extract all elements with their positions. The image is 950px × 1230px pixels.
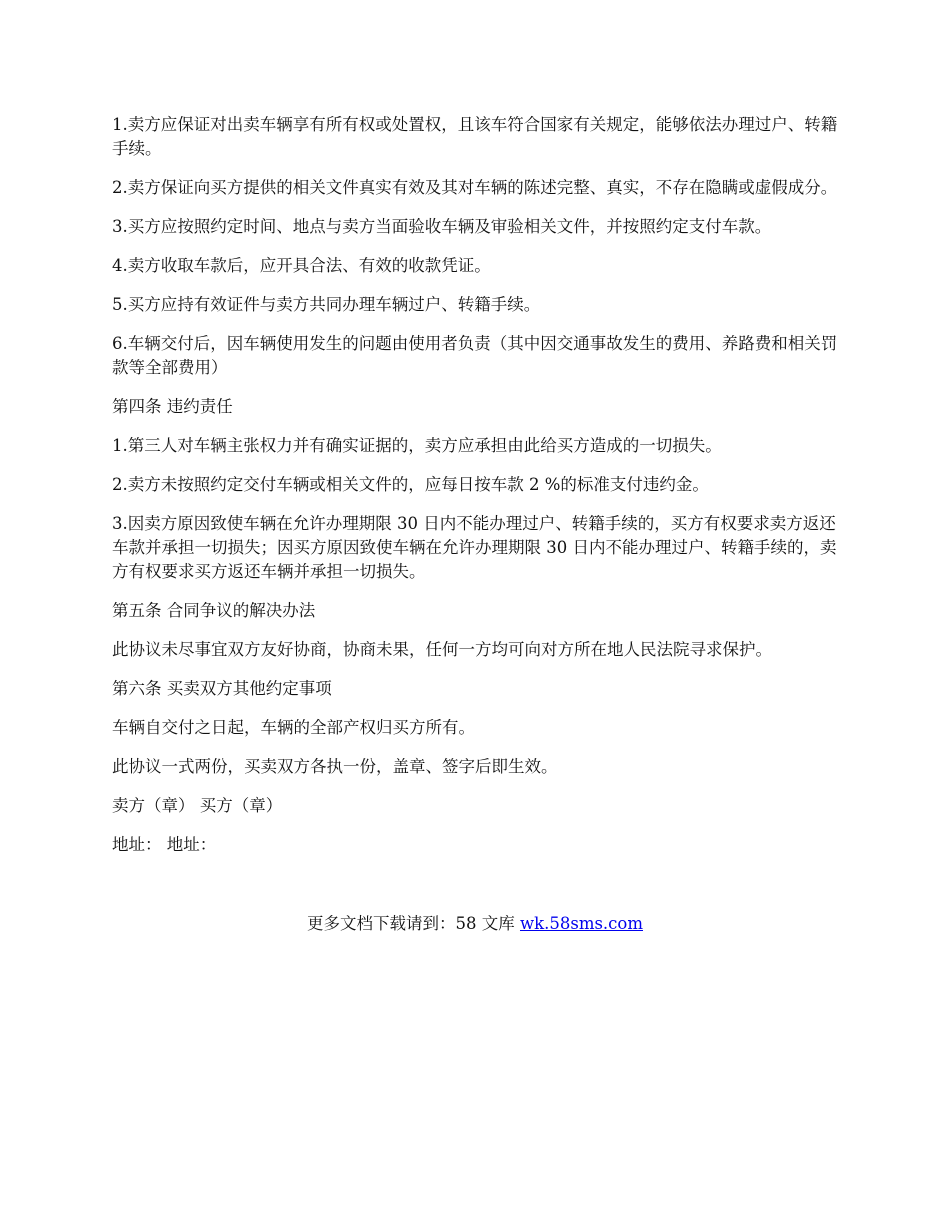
footer-download-note (0, 912, 950, 936)
clause-4: 4.卖方收取车款后，应开具合法、有效的收款凭证。 (112, 256, 491, 275)
section-heading-5: 第五条 合同争议的解决办法 (112, 601, 316, 620)
clause-5: 5.买方应持有效证件与卖方共同办理车辆过户、转籍手续。 (112, 295, 541, 314)
document-body (112, 113, 847, 872)
breach-clause-2: 2.卖方未按照约定交付车辆或相关文件的，应每日按车款 2 %的标准支付违约金。 (112, 475, 709, 494)
signature-line: 卖方（章） 买方（章） (112, 796, 283, 815)
breach-clause-3: 3.因卖方原因致使车辆在允许办理期限 30 日内不能办理过户、转籍手续的，买方有权要求卖方返还车款并承担一切损失；因买方原因致使车辆在允许办理期限 30 日内不能办理过户、转籍手续的，卖方有权要求买方返还车辆并承担一切损失。 (112, 514, 837, 581)
footer-link[interactable]: wk.58sms.com (519, 914, 643, 933)
clause-6: 6.车辆交付后，因车辆使用发生的问题由使用者负责（其中因交通事故发生的费用、养路费和相关罚款等全部费用） (112, 334, 838, 377)
clause-1: 1.卖方应保证对出卖车辆享有所有权或处置权，且该车符合国家有关规定，能够依法办理过户、转籍手续。 (112, 115, 838, 158)
clause-2: 2.卖方保证向买方提供的相关文件真实有效及其对车辆的陈述完整、真实，不存在隐瞒或虚假成分。 (112, 178, 838, 197)
clause-3: 3.买方应按照约定时间、地点与卖方当面验收车辆及审验相关文件，并按照约定支付车款。 (112, 217, 772, 236)
address-line: 地址： 地址： (112, 835, 217, 854)
ownership-paragraph: 车辆自交付之日起，车辆的全部产权归买方所有。 (112, 718, 475, 737)
section-heading-6: 第六条 买卖双方其他约定事项 (112, 679, 332, 698)
footer-prefix: 更多文档下载请到：58 文库 (306, 914, 520, 933)
dispute-paragraph: 此协议未尽事宜双方友好协商，协商未果，任何一方均可向对方所在地人民法院寻求保护。 (112, 640, 772, 659)
breach-clause-1: 1.第三人对车辆主张权力并有确实证据的，卖方应承担由此给买方造成的一切损失。 (112, 436, 722, 455)
copies-paragraph: 此协议一式两份，买卖双方各执一份，盖章、签字后即生效。 (112, 757, 558, 776)
section-heading-4: 第四条 违约责任 (112, 397, 233, 416)
